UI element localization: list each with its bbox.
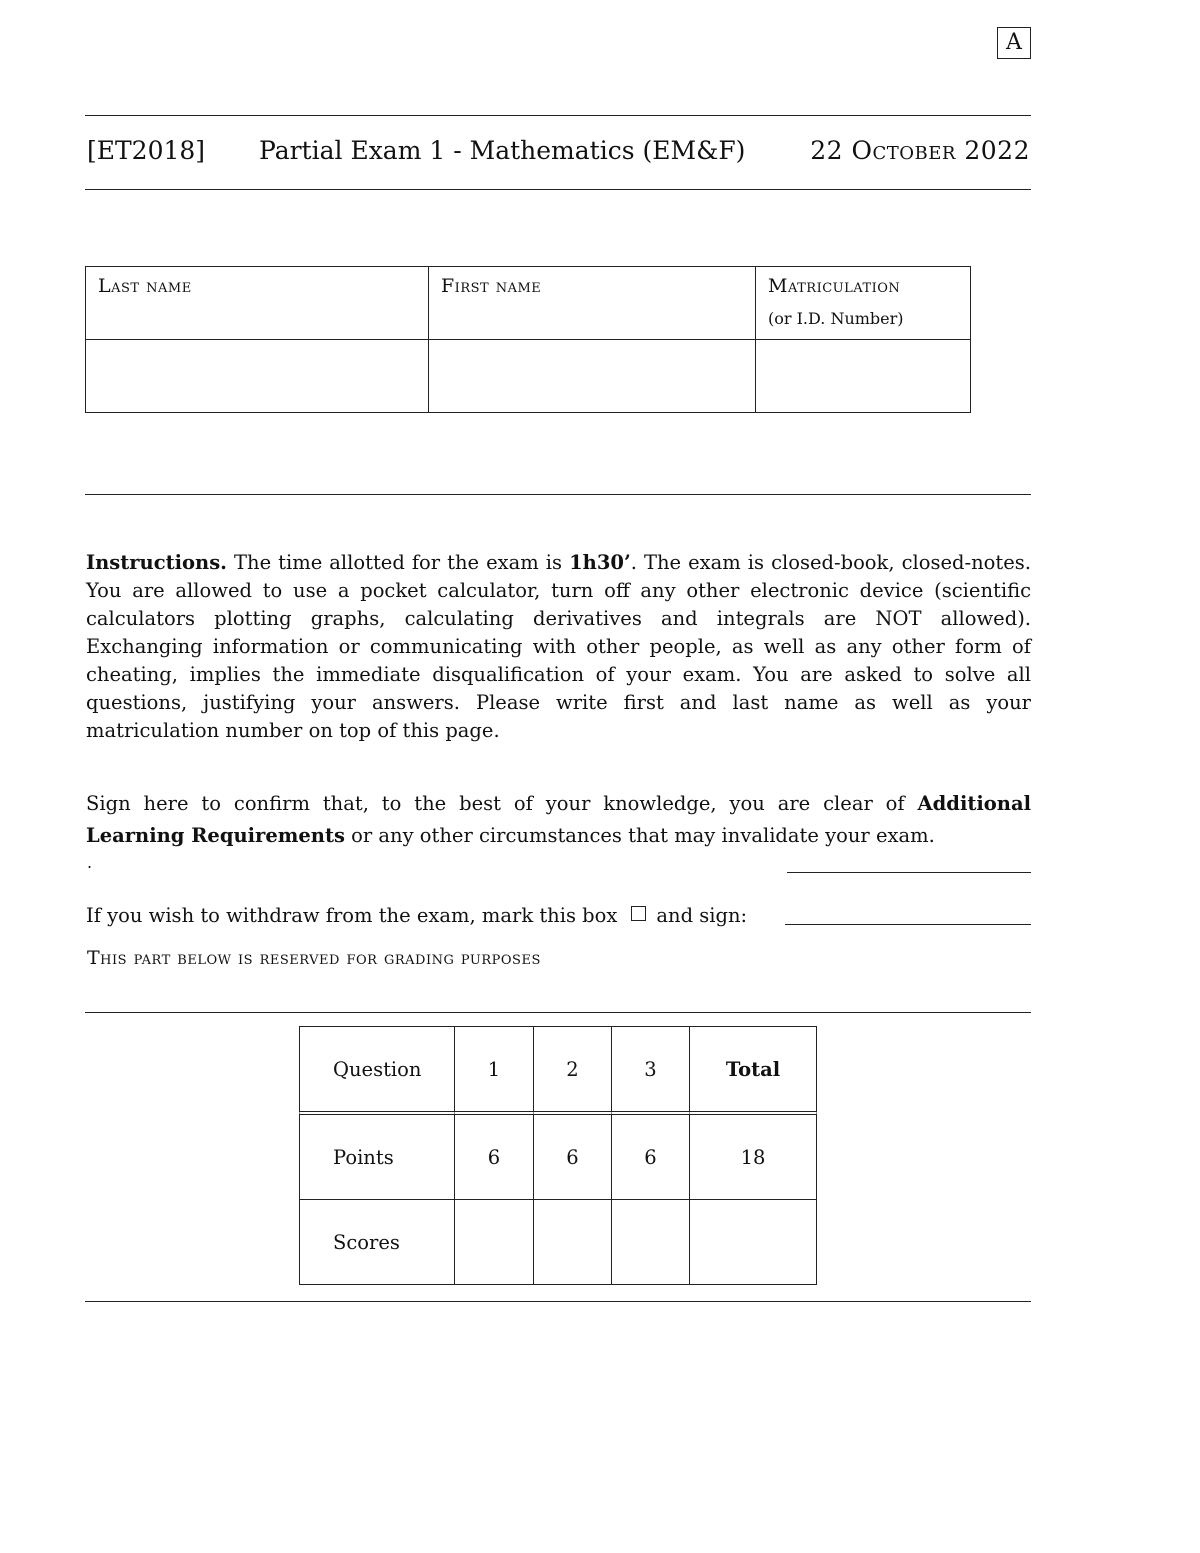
instructions-paragraph [86,549,1031,745]
question-number: 2 [534,1026,612,1115]
first-name-field[interactable] [429,340,756,413]
question-points: 6 [534,1115,612,1200]
instructions-text-2: . The exam is closed-book, closed-notes. You are allowed to use a pocket calculator, turn off any other electronic device (scientific calculators plotting graphs, calculating derivatives and integrals are NOT allowed). Exchanging information or communicating with other people, as well as any other form of cheating, implies the immediate disqualification of your exam. You are asked to solve all questions, justifying your answers. Please write first and last name as well as your matriculation number on top of this page. [86,551,1031,742]
sign-dot: . [87,853,93,872]
grading-note: This part below is reserved for grading purposes [87,947,541,969]
grading-table [299,1026,817,1285]
points-label: Points [299,1115,455,1200]
question-points: 6 [612,1115,690,1200]
grading-bottom-rule [85,1301,1031,1302]
score-cell[interactable] [612,1200,690,1285]
first-name-label: First name [429,267,756,340]
exam-duration: 1h30’ [569,551,631,574]
withdraw-line [86,904,747,927]
withdraw-text: If you wish to withdraw from the exam, mark this box [86,904,618,927]
exam-version-box: A [997,27,1031,59]
exam-title: Partial Exam 1 - Mathematics (EM&F) [259,136,746,165]
question-number: 3 [612,1026,690,1115]
question-number: 1 [455,1026,534,1115]
total-label-text: Total [725,1057,781,1081]
exam-date: 22 October 2022 [810,136,1030,165]
alr-term: Additional Learning Requirements [86,792,1031,847]
question-points: 6 [455,1115,534,1200]
withdraw-signature-line[interactable] [785,924,1031,925]
grading-top-rule [85,1012,1031,1013]
total-label [690,1026,817,1115]
student-id-table [85,266,971,413]
last-name-field[interactable] [86,340,429,413]
question-label: Question [299,1026,455,1115]
total-points: 18 [690,1115,817,1200]
score-cell[interactable] [534,1200,612,1285]
sign-text-1: Sign here to confirm that, to the best of your knowledge, you are clear of [86,792,918,815]
scores-label: Scores [299,1200,455,1285]
matriculation-subtitle: (or I.D. Number) [768,309,904,328]
withdraw-sign-text: and sign: [656,904,748,927]
sign-confirmation-paragraph [86,788,1031,852]
confirmation-signature-line[interactable] [787,872,1031,873]
last-name-label: Last name [86,267,429,340]
section-rule [85,494,1031,495]
withdraw-checkbox[interactable] [631,906,646,921]
instructions-text-1: The time allotted for the exam is [226,551,570,574]
matriculation-field[interactable] [756,340,971,413]
sign-text-2: or any other circumstances that may invalidate your exam. [344,824,935,847]
course-code: [ET2018] [87,136,206,165]
matriculation-label [756,267,971,340]
instructions-heading: Instructions. [86,551,227,574]
header-top-rule [85,115,1031,116]
total-score-cell[interactable] [690,1200,817,1285]
header-bottom-rule [85,189,1031,190]
matriculation-title: Matriculation [768,275,901,297]
score-cell[interactable] [455,1200,534,1285]
